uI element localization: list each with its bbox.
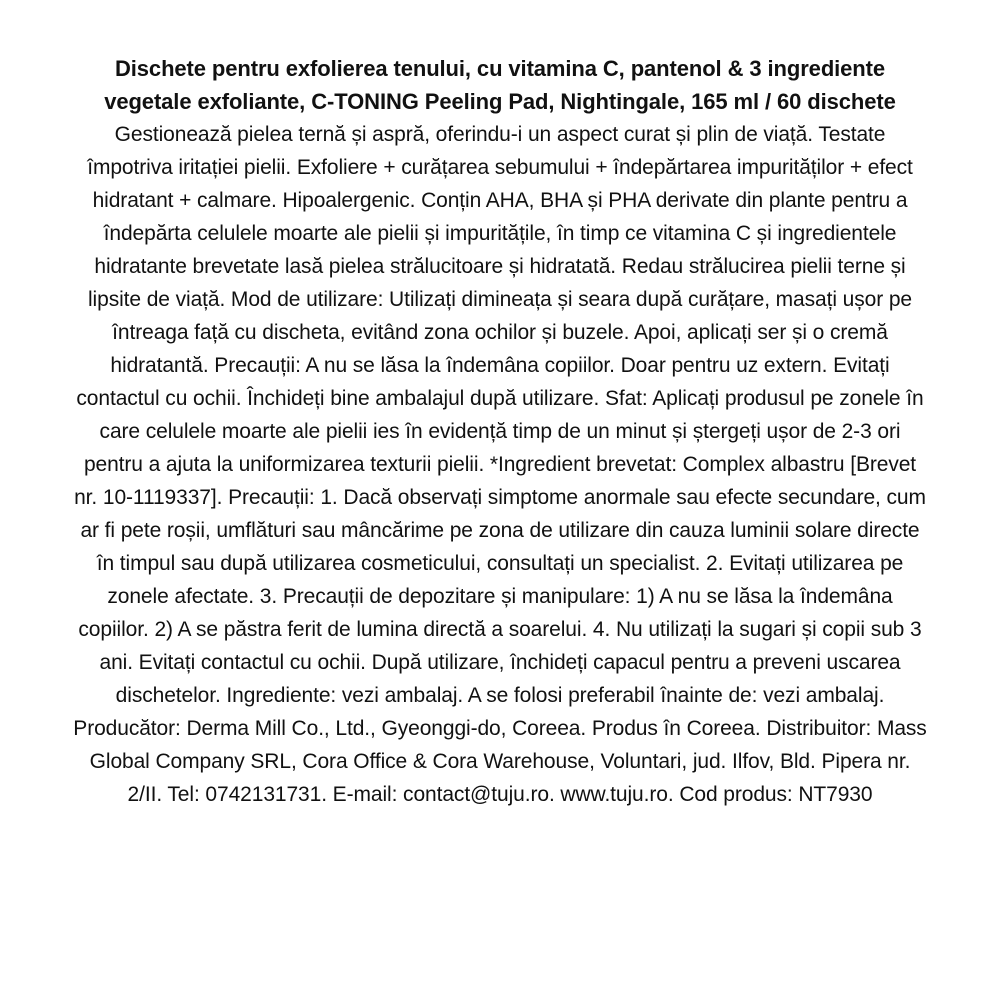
product-title: Dischete pentru exfolierea tenului, cu vitamina C, pantenol & 3 ingrediente vegetale exfoliante, C-TONING Peeling Pad, Nightingale, 165 ml / 60 dischete [104,56,896,114]
product-description: Gestionează pielea ternă și aspră, oferindu-i un aspect curat și plin de viață. Testate împotriva iritației pielii. Exfoliere + curățarea sebumului + îndepărtarea impurităților + efect hidratant + calmare. Hipoalergenic. Conțin AHA, BHA și PHA derivate din plante pentru a îndepărta celulele moarte ale pielii și impuritățile, în timp ce vitamina C și ingredientele hidratante brevetate lasă pielea strălucitoare și hidratată. Redau strălucirea pielii terne și lipsite de viață. Mod de utilizare: Utilizați dimineața și seara după curățare, masați ușor pe întreaga față cu discheta, evitând zona ochilor și buzele. Apoi, aplicați ser și o cremă hidratantă. Precauții: A nu se lăsa la îndemâna copiilor. Doar pentru uz extern. Evitați contactul cu ochii. Închideți bine ambalajul după utilizare. Sfat: Aplicați produsul pe zonele în care celulele moarte ale pielii ies în evidență timp de un minut și ștergeți ușor de 2-3 ori pentru a ajuta la uniformizarea texturii pielii. *Ingredient brevetat: Complex albastru [Brevet nr. 10-1119337]. Precauții: 1. Dacă observați simptome anormale sau efecte secundare, cum ar fi pete roșii, umflături sau mâncărime pe zona de utilizare din cauza luminii solare directe în timpul sau după utilizarea cosmeticului, consultați un specialist. 2. Evitați utilizarea pe zonele afectate. 3. Precauții de depozitare și manipulare: 1) A nu se lăsa la îndemâna copiilor. 2) A se păstra ferit de lumina directă a soarelui. 4. Nu utilizați la sugari și copii sub 3 ani. Evitați contactul cu ochii. După utilizare, închideți capacul pentru a preveni uscarea dischetelor. Ingrediente: vezi ambalaj. A se folosi preferabil înainte de: vezi ambalaj. Producător: Derma Mill Co., Ltd., Gyeonggi-do, Coreea. Produs în Coreea. Distribuitor: Mass Global Company SRL, Cora Office & Cora Warehouse, Voluntari, jud. Ilfov, Bld. Pipera nr. 2/II. Tel: 0742131731. E-mail: contact@tuju.ro. www.tuju.ro. Cod produs: NT7930 [73,123,927,806]
product-info-page [72,52,928,811]
